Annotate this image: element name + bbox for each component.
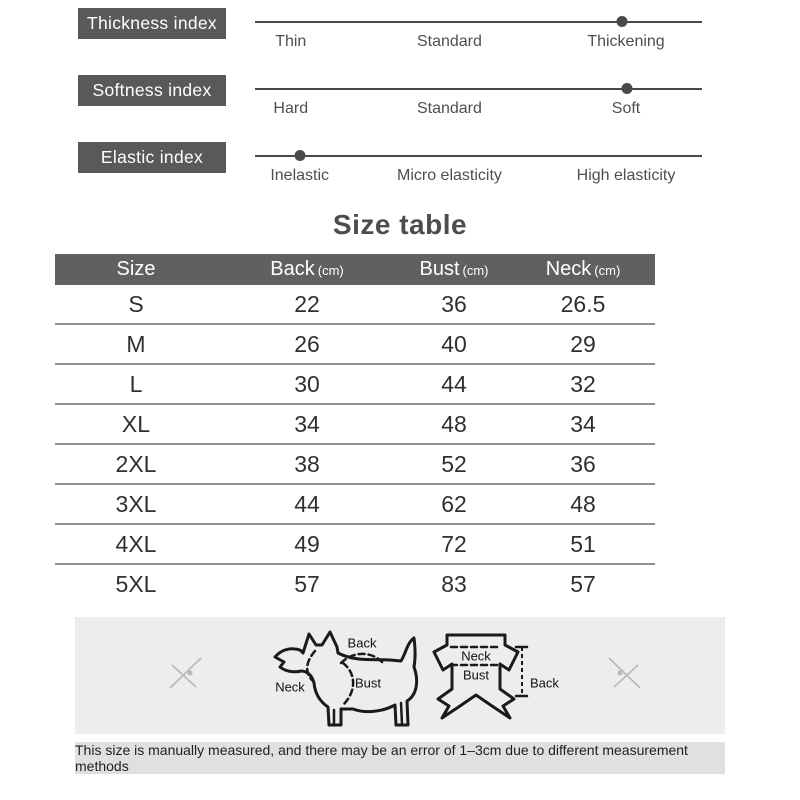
unit-label: (cm) (317, 263, 344, 278)
dog-measurement-diagram (275, 632, 417, 725)
scale-label: Hard (273, 100, 309, 117)
column-label: Bust (419, 258, 460, 280)
measurement-cell: 26 (217, 324, 397, 364)
size-cell: 3XL (55, 484, 217, 524)
measurement-cell: 49 (217, 524, 397, 564)
measurement-cell: 29 (511, 324, 655, 364)
elastic-index-row (0, 142, 800, 192)
scale-dot (294, 150, 305, 161)
column-header-size (55, 254, 217, 285)
thickness-index-label: Thickness index (78, 8, 226, 39)
measurement-cell: 83 (441, 570, 467, 597)
scale-dot (616, 16, 627, 27)
dog-neck-label: Neck (275, 679, 305, 695)
table-row (55, 364, 655, 404)
scale-line (255, 88, 702, 90)
measurement-cell: 48 (511, 484, 655, 524)
scale-label: High elasticity (576, 167, 676, 184)
unit-label: (cm) (594, 263, 621, 278)
scale-label: Standard (416, 100, 482, 117)
measurement-cell: 57 (294, 570, 320, 597)
size-table-header-row (55, 254, 655, 285)
measurement-cell: 40 (397, 324, 511, 364)
measurement-diagram (75, 617, 725, 734)
measurement-cell: 72 (397, 524, 511, 564)
measurement-cell: 44 (217, 484, 397, 524)
fabric-index-section (0, 0, 800, 192)
measurement-diagram-panel (75, 617, 725, 734)
table-row (55, 524, 655, 564)
measurement-cell: 44 (397, 364, 511, 404)
thickness-index-scale (255, 8, 702, 58)
scale-line (255, 155, 702, 157)
table-row (55, 324, 655, 364)
measurement-cell: 36 (511, 444, 655, 484)
scale-line (255, 21, 702, 23)
dog-bust-label: Bust (354, 675, 382, 691)
dog-hind-leg-line (401, 703, 402, 724)
scale-label: Soft (611, 100, 641, 117)
garment-neck-label: Neck (461, 648, 491, 664)
table-row (55, 444, 655, 484)
scale-dot (621, 83, 632, 94)
table-row (55, 484, 655, 524)
size-cell: 5XL (115, 570, 157, 597)
measurement-cell: 32 (511, 364, 655, 404)
dog-back-label: Back (347, 635, 377, 651)
column-label: Back (270, 258, 315, 280)
garment-bust-label: Bust (462, 667, 490, 683)
size-cell: 4XL (55, 524, 217, 564)
measurement-cell: 52 (397, 444, 511, 484)
softness-index-label: Softness index (78, 75, 226, 106)
table-row (55, 564, 655, 603)
measurement-cell: 34 (217, 404, 397, 444)
column-header-bust (397, 254, 511, 285)
measurement-cell: 26.5 (511, 285, 655, 324)
size-cell: S (55, 285, 217, 324)
table-row (55, 285, 655, 324)
column-header-neck (511, 254, 655, 285)
size-cell: L (55, 364, 217, 404)
size-table-title: Size table (332, 209, 468, 240)
measurement-disclaimer: This size is manually measured, and there may be an error of 1–3cm due to different measurement methods (75, 742, 725, 774)
measurement-cell: 22 (217, 285, 397, 324)
scale-label: Standard (416, 33, 482, 50)
column-label: Size (116, 258, 156, 280)
softness-index-scale (255, 75, 702, 125)
scale-label: Inelastic (270, 167, 330, 184)
measurement-cell: 38 (217, 444, 397, 484)
scale-label: Thickening (587, 33, 665, 50)
scale-label: Micro elasticity (396, 167, 502, 184)
measurement-cell: 48 (397, 404, 511, 444)
measurement-cell: 62 (397, 484, 511, 524)
next-arrow-icon[interactable] (609, 658, 640, 688)
measurement-cell: 36 (397, 285, 511, 324)
size-table-body (55, 285, 655, 603)
bust-measure-line (343, 663, 353, 705)
size-cell: 2XL (55, 444, 217, 484)
thickness-index-row (0, 8, 800, 58)
size-cell: XL (55, 404, 217, 444)
column-label: Neck (545, 258, 592, 280)
table-row (55, 404, 655, 444)
measurement-cell: 30 (217, 364, 397, 404)
measurement-cell: 57 (570, 570, 596, 597)
measurement-cell: 34 (511, 404, 655, 444)
size-cell: M (55, 324, 217, 364)
elastic-index-label: Elastic index (78, 142, 226, 173)
unit-label: (cm) (462, 263, 489, 278)
prev-arrow-icon[interactable] (170, 658, 201, 688)
softness-index-row (0, 75, 800, 125)
garment-measurement-diagram (434, 635, 559, 718)
column-header-back (217, 254, 397, 285)
scale-label: Thin (275, 33, 307, 50)
garment-back-label: Back (530, 675, 559, 691)
elastic-index-scale (255, 142, 702, 192)
measurement-cell: 51 (511, 524, 655, 564)
size-table (55, 254, 655, 603)
